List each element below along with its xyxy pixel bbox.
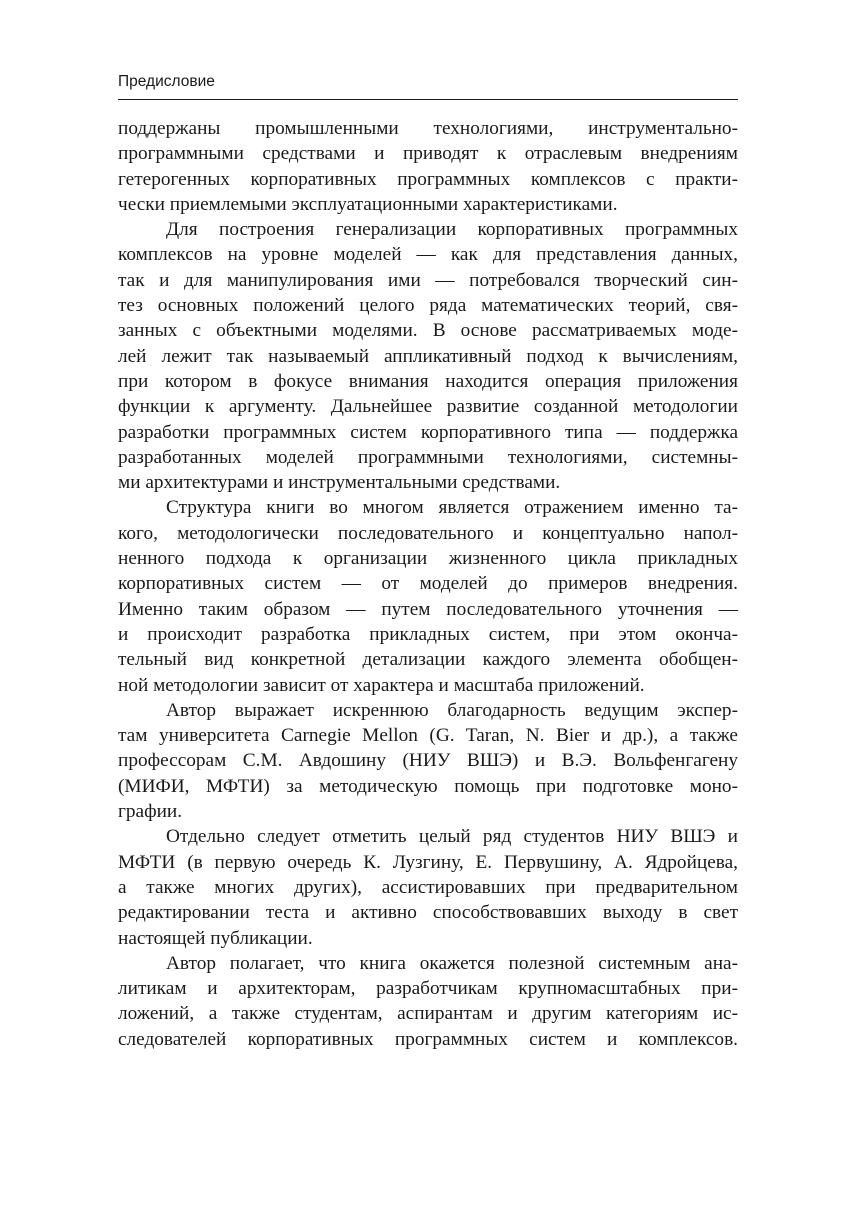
text-line: Автор полагает, что книга окажется полезной системным ана- xyxy=(166,952,738,974)
text-line: Отдельно следует отметить целый ряд студентов НИУ ВШЭ и xyxy=(166,826,738,848)
text-line: так и для манипулирования ими — потребовался творческий син- xyxy=(118,269,738,291)
paragraph-6 xyxy=(118,951,738,1052)
text-line: (МИФИ, МФТИ) за методическую помощь при подготовке моно- xyxy=(118,775,738,797)
text-line: МФТИ (в первую очередь К. Лузгину, Е. Первушину, А. Ядройцева, xyxy=(118,851,738,873)
text-line: Именно таким образом — путем последовательного уточнения — xyxy=(118,598,738,620)
text-line: комплексов на уровне моделей — как для представления данных, xyxy=(118,244,738,266)
text-line: разработки программных систем корпоративного типа — поддержка xyxy=(118,421,738,443)
text-line: занных с объектными моделями. В основе рассматриваемых моде- xyxy=(118,320,738,342)
paragraph-3 xyxy=(118,495,738,697)
text-line: кого, методологически последовательного и концептуально напол- xyxy=(118,522,738,544)
text-line: литикам и архитекторам, разработчикам крупномасштабных при- xyxy=(118,978,738,1000)
running-head-title: Предисловие xyxy=(118,73,215,90)
text-line: ми архитектурами и инструментальными средствами. xyxy=(118,472,561,494)
text-line: гетерогенных корпоративных программных комплексов с практи- xyxy=(118,168,738,190)
text-line: функции к аргументу. Дальнейшее развитие созданной методологии xyxy=(118,396,738,418)
text-line: корпоративных систем — от моделей до примеров внедрения. xyxy=(118,573,738,595)
text-line: и происходит разработка прикладных систем, при этом оконча- xyxy=(118,623,738,645)
text-line: Автор выражает искреннюю благодарность ведущим экспер- xyxy=(166,699,738,721)
text-line: Структура книги во многом является отражением именно та- xyxy=(166,497,738,519)
header-rule xyxy=(118,99,738,100)
text-line: программными средствами и приводят к отраслевым внедрениям xyxy=(118,143,738,165)
paragraph-4 xyxy=(118,698,738,824)
text-line: а также многих других), ассистировавших при предварительном xyxy=(118,876,738,898)
text-line: ной методологии зависит от характера и масштаба приложений. xyxy=(118,674,645,696)
paragraph-1 xyxy=(118,116,738,217)
text-line: при котором в фокусе внимания находится операция приложения xyxy=(118,370,738,392)
paragraph-5 xyxy=(118,824,738,950)
text-line: следователей корпоративных программных систем и комплексов. xyxy=(118,1028,738,1050)
text-line: там университета Carnegie Mellon (G. Taran, N. Bier и др.), а также xyxy=(118,725,738,747)
text-line: Для построения генерализации корпоративных программных xyxy=(166,219,738,241)
text-line: профессорам С.М. Авдошину (НИУ ВШЭ) и В.Э. Вольфенгагену xyxy=(118,750,738,772)
text-line: поддержаны промышленными технологиями, инструментально- xyxy=(118,118,738,139)
body-text xyxy=(118,116,738,1052)
text-line: ненного подхода к организации жизненного цикла прикладных xyxy=(118,548,738,570)
text-line: ложений, а также студентам, аспирантам и другим категориям ис- xyxy=(118,1003,738,1025)
text-line: лей лежит так называемый аппликативный подход к вычислениям, xyxy=(118,345,738,367)
paragraph-2 xyxy=(118,217,738,495)
text-line: редактировании теста и активно способствовавших выходу в свет xyxy=(118,902,738,924)
text-line: тельный вид конкретной детализации каждого элемента обобщен- xyxy=(118,649,738,671)
text-line: разработанных моделей программными технологиями, системны- xyxy=(118,446,738,468)
text-line: тез основных положений целого ряда математических теорий, свя- xyxy=(118,295,738,317)
text-line: настоящей публикации. xyxy=(118,927,313,949)
text-line: чески приемлемыми эксплуатационными характеристиками. xyxy=(118,193,618,215)
text-line: графии. xyxy=(118,801,183,823)
